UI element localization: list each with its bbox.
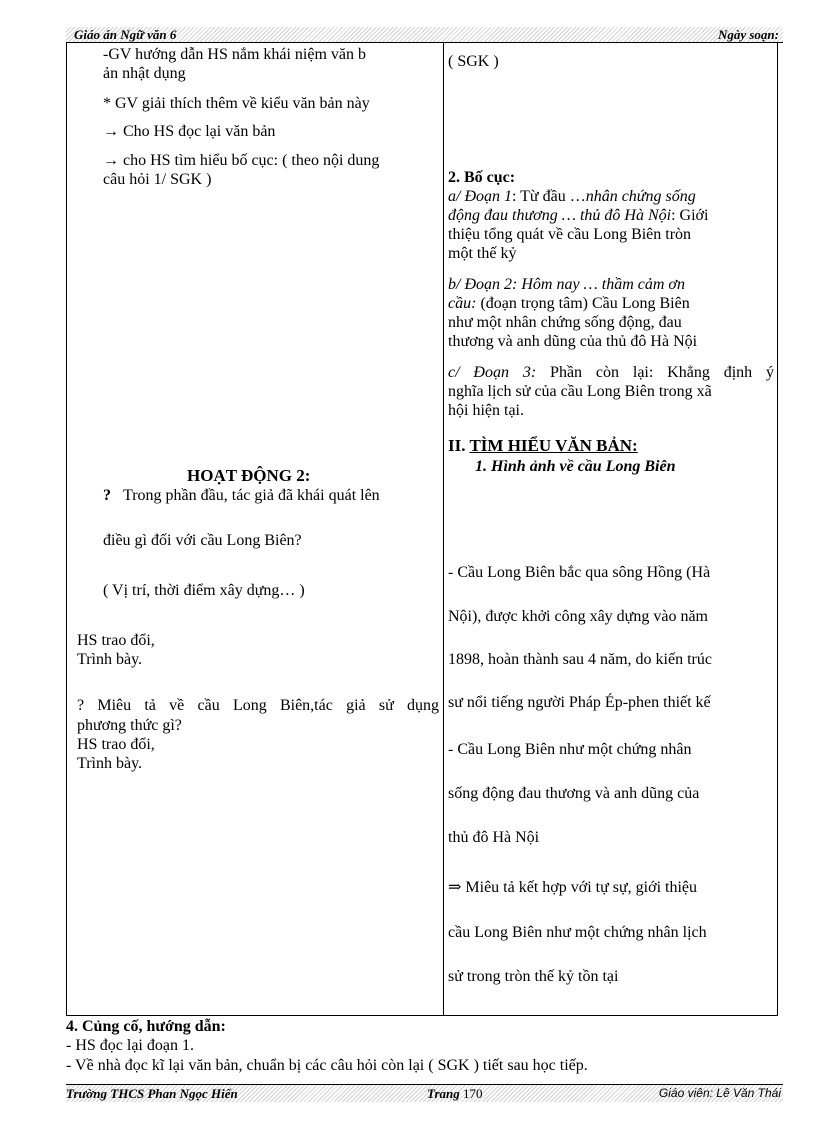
- arrow-icon: →: [103, 123, 119, 140]
- subsection-1-heading: 1. Hình ảnh về cầu Long Biên: [475, 458, 676, 475]
- left-line: → cho HS tìm hiểu bố cục: ( theo nội dung: [103, 152, 380, 169]
- implies-icon: ⇒: [448, 879, 462, 896]
- para-b-line: như một nhân chứng sống động, đau: [448, 314, 682, 331]
- left-line: Trình bày.: [77, 755, 143, 772]
- question-1-hint: ( Vị trí, thời điểm xây dựng… ): [103, 582, 305, 599]
- para-a-line: thiệu tổng quát về cầu Long Biên tròn: [448, 226, 692, 243]
- footer-page: Trang 170: [427, 1086, 483, 1101]
- para-b-line: b/ Đoạn 2: Hôm nay … thầm cảm ơn: [448, 276, 685, 293]
- content-line: cầu Long Biên như một chứng nhân lịch: [448, 924, 707, 941]
- question-mark: ?: [103, 487, 111, 504]
- footer-teacher: Giáo viên: Lê Văn Thái: [658, 1086, 781, 1100]
- question-1-cont: điều gì đối với cầu Long Biên?: [103, 532, 302, 549]
- arrow-icon: →: [103, 152, 119, 169]
- footer-school: Trường THCS Phan Ngọc Hiển: [66, 1086, 238, 1101]
- para-b-line: cầu: (đoạn trọng tâm) Cầu Long Biên: [448, 295, 690, 312]
- column-divider: [443, 43, 444, 1015]
- activity-2-heading: HOẠT ĐỘNG 2:: [187, 466, 311, 485]
- content-line: sử trong tròn thế kỷ tồn tại: [448, 968, 619, 985]
- left-line: * GV giải thích thêm về kiểu văn bản này: [103, 95, 370, 112]
- question-1: ? Trong phần đầu, tác giả đã khái quát lên: [103, 487, 380, 504]
- section-2-heading: II. TÌM HIỂU VĂN BẢN:: [448, 436, 638, 455]
- left-line: HS trao đổi,: [77, 632, 155, 649]
- header-date-label: Ngày soạn:: [717, 27, 779, 42]
- left-line: câu hỏi 1/ SGK ): [103, 171, 212, 188]
- left-line: → Cho HS đọc lại văn bản: [103, 123, 276, 140]
- left-line: -GV hướng dẫn HS nắm khái niệm văn b: [103, 46, 367, 63]
- content-line: thủ đô Hà Nội: [448, 829, 540, 846]
- content-line: sư nổi tiếng người Pháp Ép-phen thiết kế: [448, 694, 711, 711]
- left-line: ản nhật dụng: [103, 65, 186, 82]
- header-subject: Giáo án Ngữ văn 6: [74, 27, 177, 42]
- para-a-line: a/ Đoạn 1: Từ đầu …nhân chứng sống: [448, 188, 696, 205]
- content-line: sống động đau thương và anh dũng của: [448, 785, 700, 802]
- section-bocuc-title: 2. Bố cục:: [448, 169, 516, 186]
- consolidation-title: 4. Củng cố, hướng dẫn:: [66, 1018, 226, 1035]
- para-a-line: một thế kỷ: [448, 245, 517, 262]
- content-line: ⇒ Miêu tả kết hợp với tự sự, giới thiệu: [448, 879, 697, 896]
- consolidation-line: - Về nhà đọc kĩ lại văn bản, chuẩn bị các câu hỏi còn lại ( SGK ) tiết sau học tiếp.: [66, 1057, 588, 1074]
- page-footer: [66, 1085, 783, 1102]
- content-line: - Cầu Long Biên bắc qua sông Hồng (Hà: [448, 564, 711, 581]
- para-c-line: c/ Đoạn 3: Phần còn lại: Khẳng định ý: [448, 364, 775, 381]
- content-line: - Cầu Long Biên như một chứng nhân: [448, 741, 692, 758]
- para-c-line: hội hiện tại.: [448, 402, 524, 419]
- para-a-line: động đau thương … thủ đô Hà Nội: Giới: [448, 207, 709, 224]
- para-c-line: nghĩa lịch sử của cầu Long Biên trong xã: [448, 383, 712, 400]
- consolidation-line: - HS đọc lại đoạn 1.: [66, 1037, 194, 1054]
- left-line: Trình bày.: [77, 651, 143, 668]
- sgk-note: ( SGK ): [448, 53, 499, 70]
- left-line: HS trao đổi,: [77, 736, 155, 753]
- lesson-table: [66, 43, 778, 1016]
- page-header: [66, 27, 783, 43]
- content-line: Nội), được khởi công xây dựng vào năm: [448, 608, 708, 625]
- question-2-cont: phương thức gì?: [77, 717, 182, 734]
- para-b-line: thương và anh dũng của thủ đô Hà Nội: [448, 333, 698, 350]
- content-line: 1898, hoàn thành sau 4 năm, do kiến trúc: [448, 651, 712, 668]
- question-2: ? Miêu tả về cầu Long Biên,tác giả sử dụng: [77, 697, 439, 714]
